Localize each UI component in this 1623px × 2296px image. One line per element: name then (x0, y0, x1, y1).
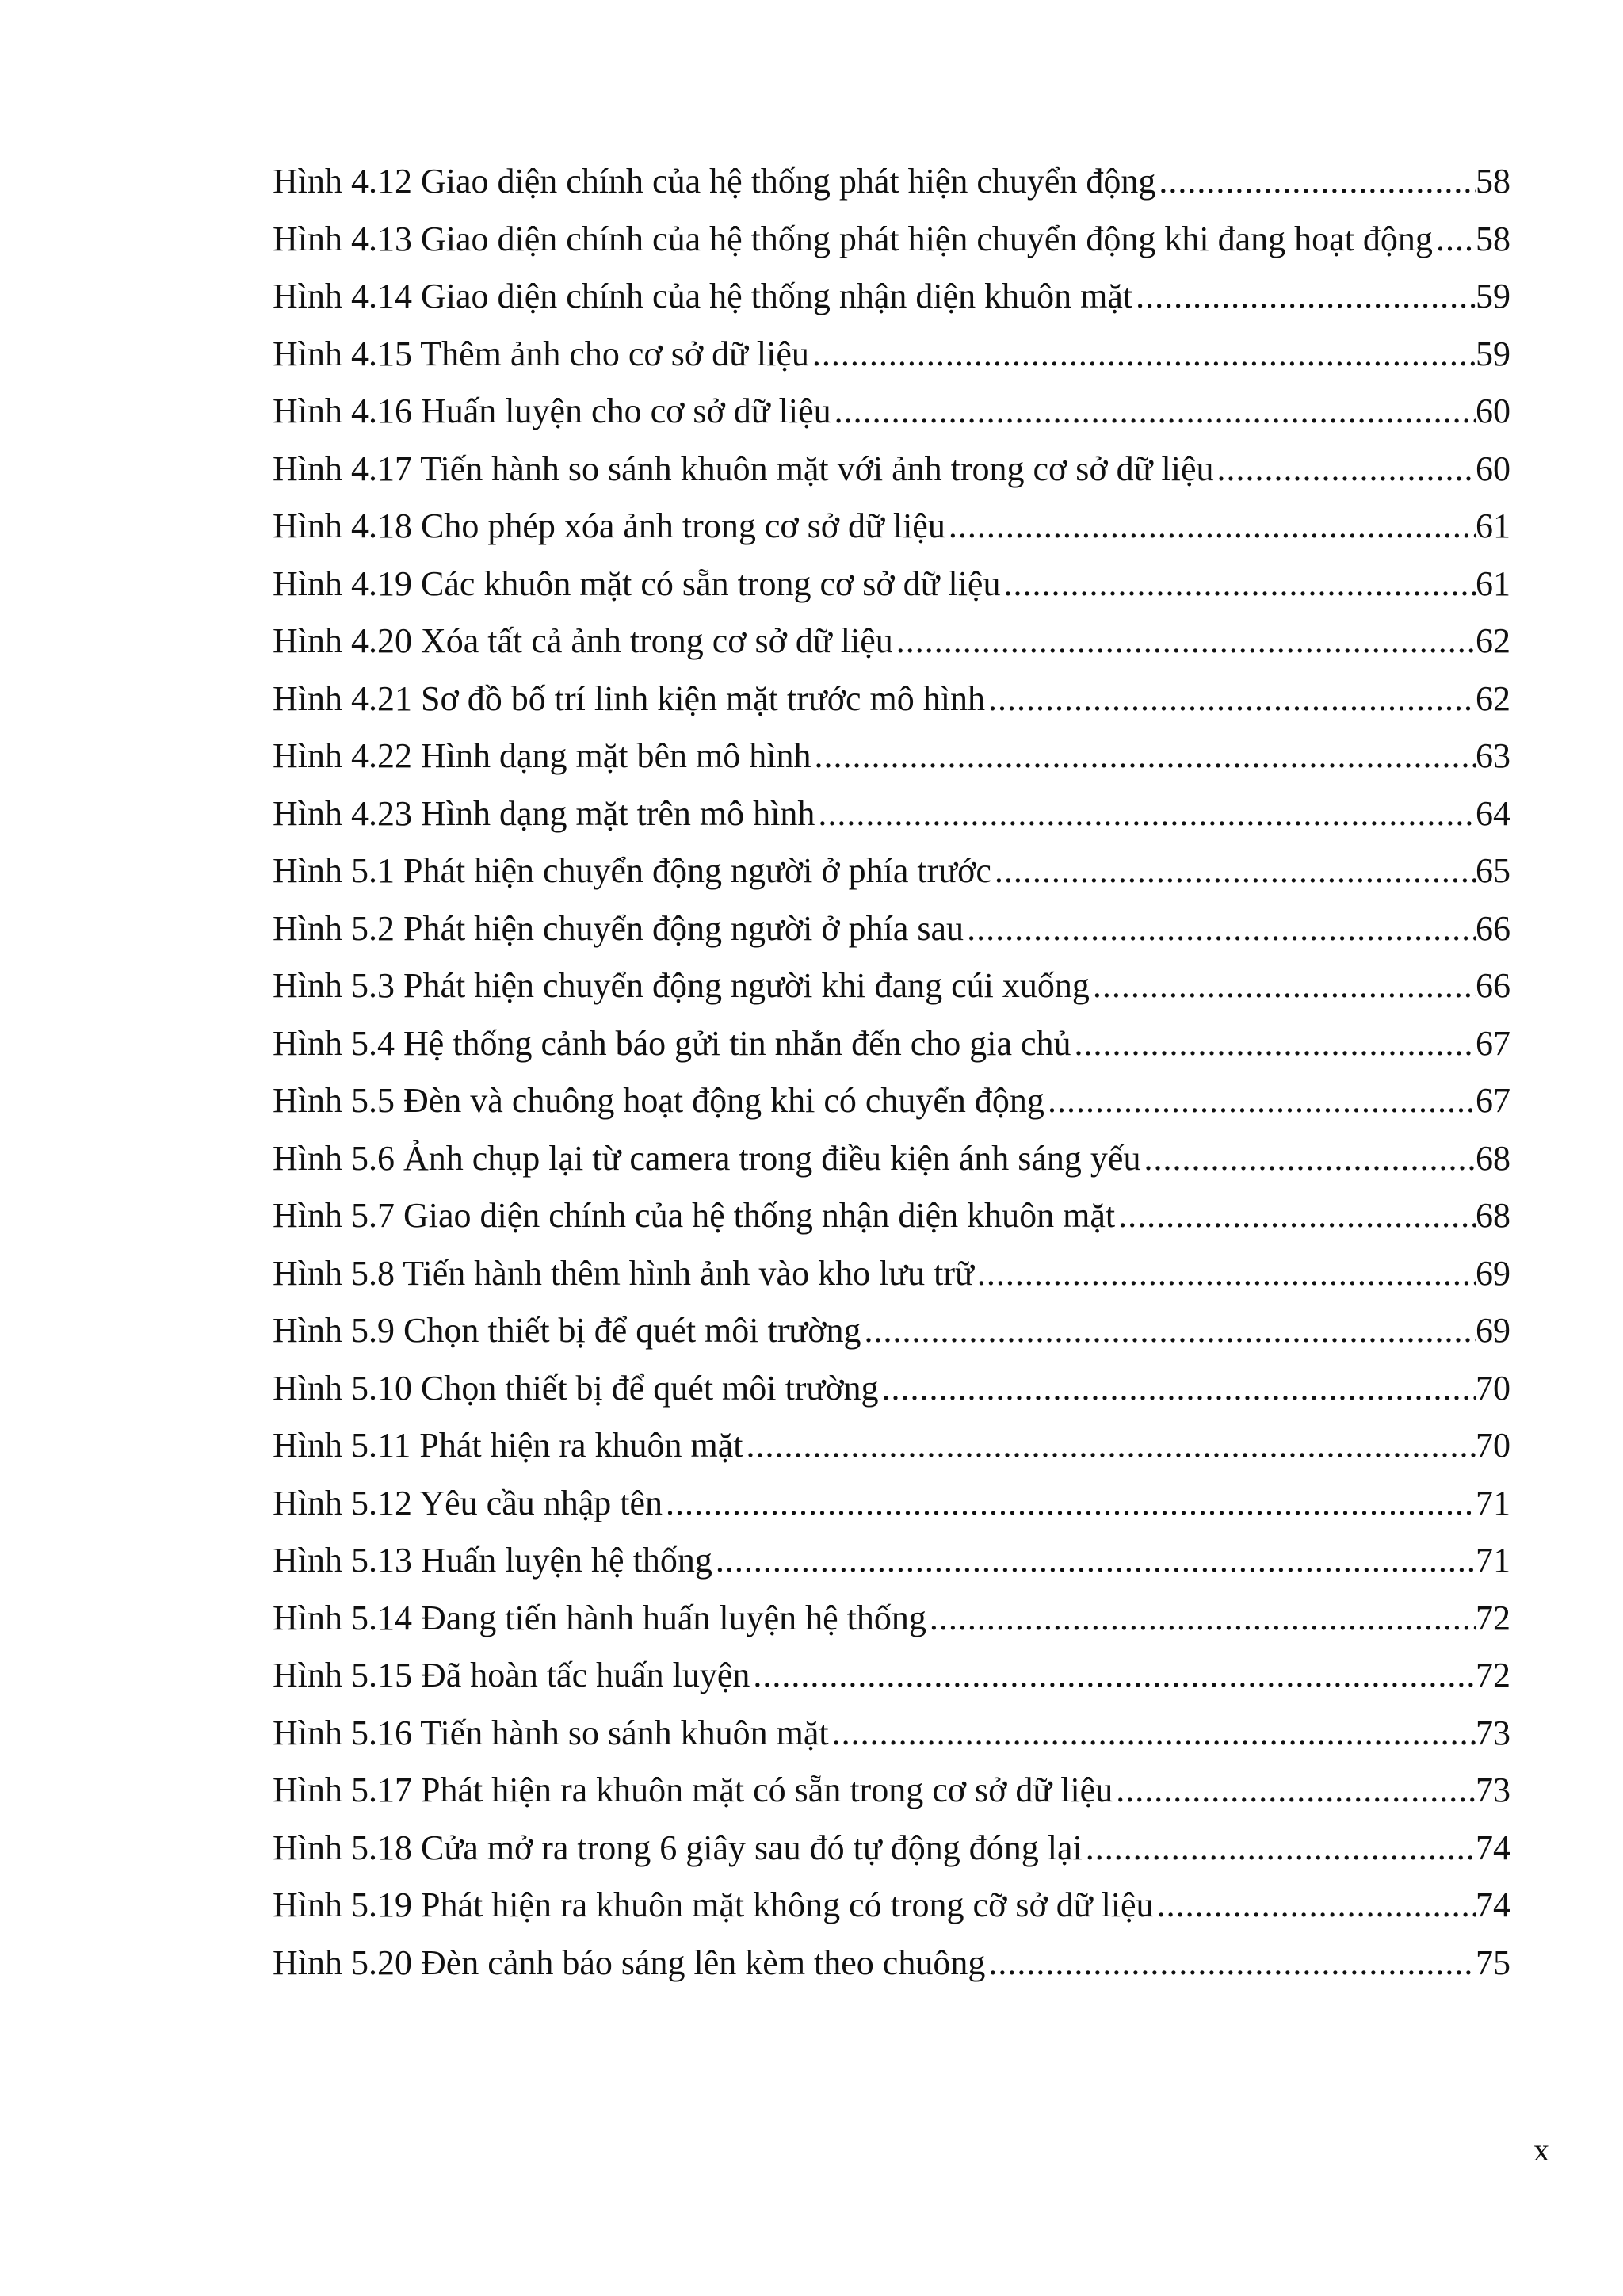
toc-entry (273, 842, 1510, 900)
toc-entry (273, 785, 1510, 843)
toc-entry (273, 153, 1510, 211)
toc-entry-label: Hình 4.21 Sơ đồ bố trí linh kiện mặt trước mô hình (273, 678, 985, 718)
toc-entry-label: Hình 5.3 Phát hiện chuyển động người khi đang cúi xuống (273, 966, 1090, 1005)
toc-entry-label: Hình 4.13 Giao diện chính của hệ thống phát hiện chuyển động khi đang hoạt động (273, 219, 1433, 258)
dot-leader (861, 1302, 1476, 1360)
toc-entry-label: Hình 4.14 Giao diện chính của hệ thống nhận diện khuôn mặt (273, 277, 1133, 315)
toc-entry (273, 1360, 1510, 1418)
toc-entry (273, 1647, 1510, 1705)
dot-leader (712, 1532, 1476, 1590)
toc-entry-page: 72 (1476, 1656, 1510, 1694)
toc-entry-page: 72 (1476, 1598, 1510, 1637)
toc-entry-page: 74 (1476, 1828, 1510, 1867)
toc-entry-page: 70 (1476, 1368, 1510, 1408)
toc-entry-label: Hình 4.23 Hình dạng mặt trên mô hình (273, 793, 815, 833)
toc-entry (273, 1417, 1510, 1475)
toc-entry-label: Hình 5.20 Đèn cảnh báo sáng lên kèm theo chuông (273, 1943, 986, 1982)
dot-leader (1090, 957, 1476, 1015)
toc-entry-label: Hình 5.10 Chọn thiết bị để quét môi trường (273, 1368, 879, 1408)
toc-entry-label: Hình 5.9 Chọn thiết bị để quét môi trường (273, 1311, 861, 1350)
toc-entry (273, 1705, 1510, 1763)
toc-entry-label: Hình 5.14 Đang tiến hành huấn luyện hệ thống (273, 1598, 926, 1637)
dot-leader (893, 613, 1476, 670)
dot-leader (1213, 441, 1476, 499)
toc-entry-page: 74 (1476, 1885, 1510, 1924)
toc-entry (273, 1532, 1510, 1590)
toc-entry-page: 66 (1476, 908, 1510, 948)
dot-leader (926, 1590, 1476, 1648)
dot-leader (991, 842, 1476, 900)
dot-leader (1433, 211, 1476, 269)
toc-entry-label: Hình 5.18 Cửa mở ra trong 6 giây sau đó tự động đóng lại (273, 1828, 1083, 1867)
dot-leader (1132, 268, 1476, 326)
toc-entry-page: 68 (1476, 1138, 1510, 1178)
dot-leader (985, 670, 1476, 728)
dot-leader (1000, 556, 1476, 613)
dot-leader (1113, 1762, 1476, 1820)
toc-entry (273, 498, 1510, 556)
toc-entry-page: 61 (1476, 563, 1510, 603)
dot-leader (974, 1245, 1476, 1303)
toc-entry-page: 68 (1476, 1196, 1510, 1235)
toc-entry-label: Hình 5.2 Phát hiện chuyển động người ở phía sau (273, 908, 964, 948)
dot-leader (879, 1360, 1476, 1418)
toc-entry-label: Hình 5.1 Phát hiện chuyển động người ở phía trước (273, 851, 991, 890)
list-of-figures (273, 153, 1510, 1992)
dot-leader (1044, 1072, 1476, 1130)
dot-leader (964, 900, 1476, 958)
toc-entry (273, 1302, 1510, 1360)
toc-entry-label: Hình 5.13 Huấn luyện hệ thống (273, 1541, 712, 1580)
toc-entry-label: Hình 5.12 Yêu cầu nhập tên (273, 1483, 663, 1522)
toc-entry (273, 957, 1510, 1015)
toc-entry-page: 73 (1476, 1771, 1510, 1809)
dot-leader (812, 728, 1476, 785)
toc-entry-page: 67 (1476, 1023, 1510, 1063)
toc-entry-label: Hình 4.15 Thêm ảnh cho cơ sở dữ liệu (273, 334, 809, 373)
dot-leader (743, 1417, 1476, 1475)
toc-entry (273, 1590, 1510, 1648)
dot-leader (750, 1647, 1476, 1705)
toc-entry-label: Hình 5.7 Giao diện chính của hệ thống nhận diện khuôn mặt (273, 1196, 1116, 1235)
toc-entry-page: 67 (1476, 1081, 1510, 1120)
toc-entry-label: Hình 4.16 Huấn luyện cho cơ sở dữ liệu (273, 392, 831, 430)
toc-entry-page: 59 (1476, 334, 1510, 373)
toc-entry (273, 1935, 1510, 1992)
toc-entry-label: Hình 4.19 Các khuôn mặt có sẵn trong cơ sở dữ liệu (273, 563, 1001, 603)
toc-entry-label: Hình 4.22 Hình dạng mặt bên mô hình (273, 736, 812, 775)
toc-entry-label: Hình 5.11 Phát hiện ra khuôn mặt (273, 1426, 743, 1465)
dot-leader (985, 1935, 1476, 1992)
toc-entry-page: 64 (1476, 793, 1510, 833)
toc-entry-label: Hình 4.12 Giao diện chính của hệ thống phát hiện chuyển động (273, 162, 1156, 201)
toc-entry-page: 62 (1476, 678, 1510, 718)
toc-entry-page: 75 (1476, 1943, 1510, 1982)
toc-entry-label: Hình 5.5 Đèn và chuông hoạt động khi có chuyển động (273, 1081, 1044, 1120)
toc-entry (273, 1475, 1510, 1533)
toc-entry-page: 63 (1476, 736, 1510, 775)
toc-entry-label: Hình 5.19 Phát hiện ra khuôn mặt không có trong cỡ sở dữ liệu (273, 1885, 1154, 1924)
toc-entry (273, 441, 1510, 499)
dot-leader (1140, 1130, 1476, 1188)
toc-entry-page: 59 (1476, 277, 1510, 315)
toc-entry (273, 1015, 1510, 1073)
toc-entry-page: 60 (1476, 449, 1510, 488)
toc-entry-label: Hình 4.18 Cho phép xóa ảnh trong cơ sở dữ liệu (273, 506, 945, 545)
toc-entry-page: 58 (1476, 162, 1510, 201)
toc-entry-page: 61 (1476, 506, 1510, 545)
toc-entry (273, 1130, 1510, 1188)
dot-leader (809, 326, 1476, 384)
toc-entry (273, 268, 1510, 326)
dot-leader (815, 785, 1476, 843)
toc-entry (273, 900, 1510, 958)
toc-entry-label: Hình 5.8 Tiến hành thêm hình ảnh vào kho lưu trữ (273, 1253, 974, 1293)
toc-entry (273, 1245, 1510, 1303)
toc-entry-page: 62 (1476, 621, 1510, 660)
dot-leader (663, 1475, 1476, 1533)
toc-entry (273, 1762, 1510, 1820)
toc-entry (273, 556, 1510, 613)
toc-entry-page: 69 (1476, 1311, 1510, 1350)
toc-entry-label: Hình 5.16 Tiến hành so sánh khuôn mặt (273, 1713, 829, 1752)
page-number: x (1533, 2132, 1549, 2168)
toc-entry-page: 71 (1476, 1483, 1510, 1522)
toc-entry-page: 58 (1476, 219, 1510, 258)
toc-entry (273, 1820, 1510, 1878)
dot-leader (1071, 1015, 1476, 1073)
toc-entry (273, 383, 1510, 441)
toc-entry (273, 211, 1510, 269)
toc-entry-page: 60 (1476, 392, 1510, 430)
dot-leader (1083, 1820, 1476, 1878)
toc-entry (273, 1187, 1510, 1245)
toc-entry (273, 728, 1510, 785)
dot-leader (831, 383, 1476, 441)
toc-entry (273, 326, 1510, 384)
toc-entry-page: 65 (1476, 851, 1510, 890)
toc-entry-label: Hình 5.4 Hệ thống cảnh báo gửi tin nhắn đến cho gia chủ (273, 1023, 1071, 1063)
toc-entry-label: Hình 5.6 Ảnh chụp lại từ camera trong điều kiện ánh sáng yếu (273, 1138, 1141, 1178)
toc-entry-page: 66 (1476, 966, 1510, 1005)
toc-entry (273, 670, 1510, 728)
toc-entry (273, 1072, 1510, 1130)
dot-leader (1115, 1187, 1476, 1245)
toc-entry-page: 71 (1476, 1541, 1510, 1580)
toc-entry-label: Hình 5.17 Phát hiện ra khuôn mặt có sẵn trong cơ sở dữ liệu (273, 1771, 1113, 1809)
dot-leader (945, 498, 1476, 556)
toc-entry-label: Hình 4.20 Xóa tất cả ảnh trong cơ sở dữ liệu (273, 621, 893, 660)
toc-entry-page: 69 (1476, 1253, 1510, 1293)
toc-entry (273, 613, 1510, 670)
dot-leader (829, 1705, 1476, 1763)
toc-entry-label: Hình 5.15 Đã hoàn tấc huấn luyện (273, 1656, 750, 1694)
toc-entry-label: Hình 4.17 Tiến hành so sánh khuôn mặt với ảnh trong cơ sở dữ liệu (273, 449, 1214, 488)
toc-entry-page: 73 (1476, 1713, 1510, 1752)
toc-entry (273, 1877, 1510, 1935)
toc-entry-page: 70 (1476, 1426, 1510, 1465)
dot-leader (1155, 153, 1476, 211)
dot-leader (1154, 1877, 1476, 1935)
